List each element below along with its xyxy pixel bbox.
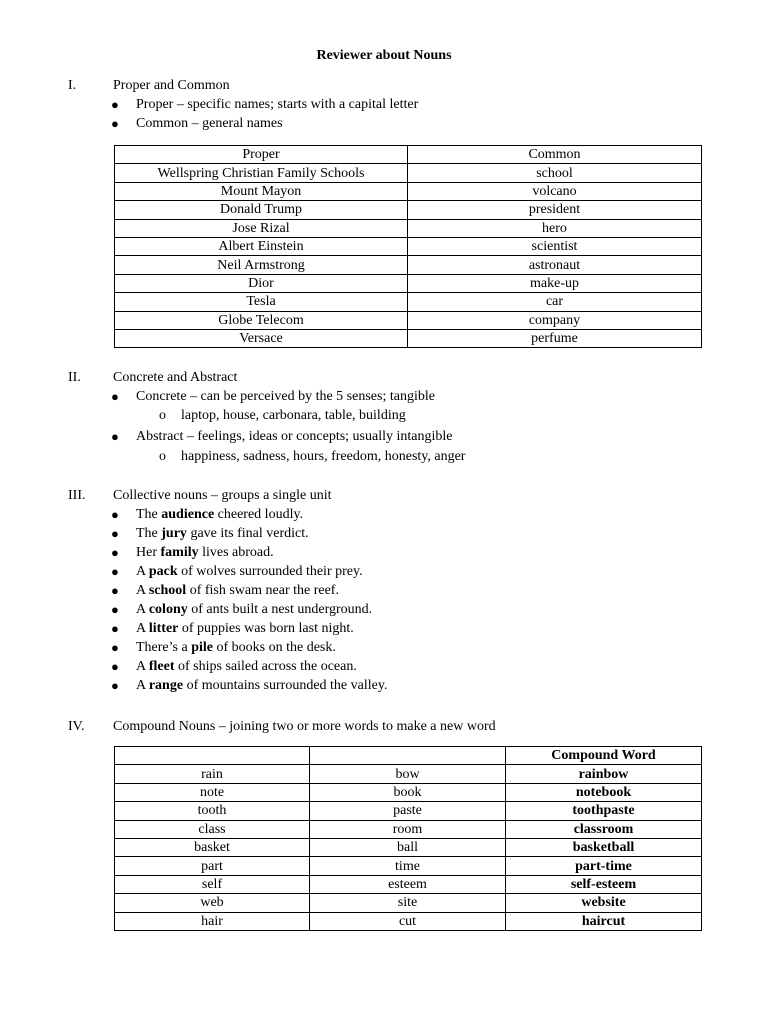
table-cell: astronaut [408, 256, 702, 274]
circle-bullet-icon: o [159, 408, 166, 423]
table-header-row [115, 747, 702, 765]
table-cell: Versace [115, 329, 408, 347]
collective-noun: range [148, 678, 184, 693]
table-cell: note [115, 783, 310, 801]
bullet-icon: ● [111, 564, 119, 579]
column-header: Proper [115, 146, 408, 164]
list-item: ● Common – general names [111, 116, 283, 131]
table-row [115, 820, 702, 838]
section-heading: Concrete and Abstract [113, 370, 238, 385]
bullet-icon: ● [111, 640, 119, 655]
table-row [115, 329, 702, 347]
bullet-icon: ● [111, 621, 119, 636]
table-cell: bow [310, 765, 506, 783]
table-row [115, 164, 702, 182]
section-number: I. [68, 78, 77, 93]
collective-noun: family [160, 545, 199, 560]
list-item: ● Her family lives abroad. [111, 545, 274, 560]
compound-word-cell: classroom [506, 820, 702, 838]
table-cell: perfume [408, 329, 702, 347]
section-number: IV. [68, 719, 85, 734]
list-item: ● A fleet of ships sailed across the ocean. [111, 659, 357, 674]
table-cell: cut [310, 912, 506, 930]
compound-nouns-table [114, 746, 702, 931]
table-header-row [115, 146, 702, 164]
section-concrete-abstract [0, 368, 768, 466]
table-cell: paste [310, 802, 506, 820]
bullet-icon: ● [111, 97, 119, 112]
bullet-icon: ● [111, 659, 119, 674]
table-cell: room [310, 820, 506, 838]
table-cell: Tesla [115, 293, 408, 311]
table-cell: basket [115, 838, 310, 856]
table-row [115, 875, 702, 893]
list-item: ● A range of mountains surrounded the valley. [111, 678, 388, 693]
table-cell: Jose Rizal [115, 219, 408, 237]
bullet-icon: ● [111, 545, 119, 560]
compound-word-cell: toothpaste [506, 802, 702, 820]
table-cell: hair [115, 912, 310, 930]
collective-noun: audience [161, 507, 215, 522]
table-cell: company [408, 311, 702, 329]
section-heading: Collective nouns – groups a single unit [113, 488, 332, 503]
list-item: ● Concrete – can be perceived by the 5 senses; tangible [111, 389, 435, 404]
table-cell: time [310, 857, 506, 875]
list-item: ● The audience cheered loudly. [111, 507, 304, 522]
table-row [115, 802, 702, 820]
table-row [115, 256, 702, 274]
table-row [115, 783, 702, 801]
table-cell: site [310, 894, 506, 912]
section-number: III. [68, 488, 86, 503]
proper-common-table [114, 145, 702, 348]
table-row [115, 311, 702, 329]
list-item: ● A pack of wolves surrounded their prey. [111, 564, 363, 579]
bullet-icon: ● [111, 116, 119, 131]
column-header [115, 747, 310, 765]
list-item: ● A school of fish swam near the reef. [111, 583, 339, 598]
table-row [115, 219, 702, 237]
table-cell: president [408, 201, 702, 219]
collective-noun: school [148, 583, 187, 598]
section-compound-nouns [0, 717, 768, 736]
table-row [115, 912, 702, 930]
table-row [115, 293, 702, 311]
collective-noun: pack [148, 564, 178, 579]
bullet-icon: ● [111, 389, 119, 404]
column-header: Compound Word [506, 747, 702, 765]
table-cell: part [115, 857, 310, 875]
table-cell: web [115, 894, 310, 912]
table-row [115, 237, 702, 255]
table-cell: car [408, 293, 702, 311]
sub-list-item: o happiness, sadness, hours, freedom, honesty, anger [159, 449, 466, 464]
table-row [115, 894, 702, 912]
table-cell: Wellspring Christian Family Schools [115, 164, 408, 182]
table-cell: Donald Trump [115, 201, 408, 219]
table-cell: Albert Einstein [115, 237, 408, 255]
table-row [115, 857, 702, 875]
collective-noun: colony [148, 602, 188, 617]
compound-word-cell: haircut [506, 912, 702, 930]
list-item: ● The jury gave its final verdict. [111, 526, 309, 541]
compound-word-cell: part-time [506, 857, 702, 875]
collective-noun: jury [161, 526, 187, 541]
list-item: ● A colony of ants built a nest underground. [111, 602, 373, 617]
collective-noun: pile [191, 640, 213, 655]
table-row [115, 274, 702, 292]
table-cell: class [115, 820, 310, 838]
table-cell: rain [115, 765, 310, 783]
section-heading: Proper and Common [113, 78, 230, 93]
table-row [115, 838, 702, 856]
column-header: Common [408, 146, 702, 164]
table-cell: make-up [408, 274, 702, 292]
table-cell: volcano [408, 182, 702, 200]
table-cell: book [310, 783, 506, 801]
table-row [115, 765, 702, 783]
table-cell: school [408, 164, 702, 182]
compound-word-cell: notebook [506, 783, 702, 801]
table-cell: Globe Telecom [115, 311, 408, 329]
table-cell: tooth [115, 802, 310, 820]
table-cell: scientist [408, 237, 702, 255]
collective-noun: fleet [148, 659, 175, 674]
column-header [310, 747, 506, 765]
bullet-icon: ● [111, 678, 119, 693]
sub-list-item: o laptop, house, carbonara, table, building [159, 408, 406, 423]
table-cell: esteem [310, 875, 506, 893]
table-cell: ball [310, 838, 506, 856]
table-cell: Dior [115, 274, 408, 292]
section-proper-common [0, 76, 768, 133]
table-row [115, 182, 702, 200]
table-cell: Mount Mayon [115, 182, 408, 200]
list-item: ● Abstract – feelings, ideas or concepts; usually intangible [111, 429, 453, 444]
list-item: ● Proper – specific names; starts with a capital letter [111, 97, 419, 112]
circle-bullet-icon: o [159, 449, 166, 464]
compound-word-cell: website [506, 894, 702, 912]
bullet-icon: ● [111, 602, 119, 617]
table-cell: hero [408, 219, 702, 237]
table-cell: Neil Armstrong [115, 256, 408, 274]
section-number: II. [68, 370, 81, 385]
table-row [115, 201, 702, 219]
list-item: ● There’s a pile of books on the desk. [111, 640, 336, 655]
compound-word-cell: basketball [506, 838, 702, 856]
compound-word-cell: rainbow [506, 765, 702, 783]
section-heading: Compound Nouns – joining two or more words to make a new word [113, 719, 496, 734]
list-item: ● A litter of puppies was born last night. [111, 621, 354, 636]
bullet-icon: ● [111, 526, 119, 541]
bullet-icon: ● [111, 507, 119, 522]
section-collective-nouns [0, 486, 768, 695]
bullet-icon: ● [111, 429, 119, 444]
document-title: Reviewer about Nouns [316, 48, 452, 63]
collective-noun: litter [148, 621, 179, 636]
bullet-icon: ● [111, 583, 119, 598]
table-cell: self [115, 875, 310, 893]
compound-word-cell: self-esteem [506, 875, 702, 893]
